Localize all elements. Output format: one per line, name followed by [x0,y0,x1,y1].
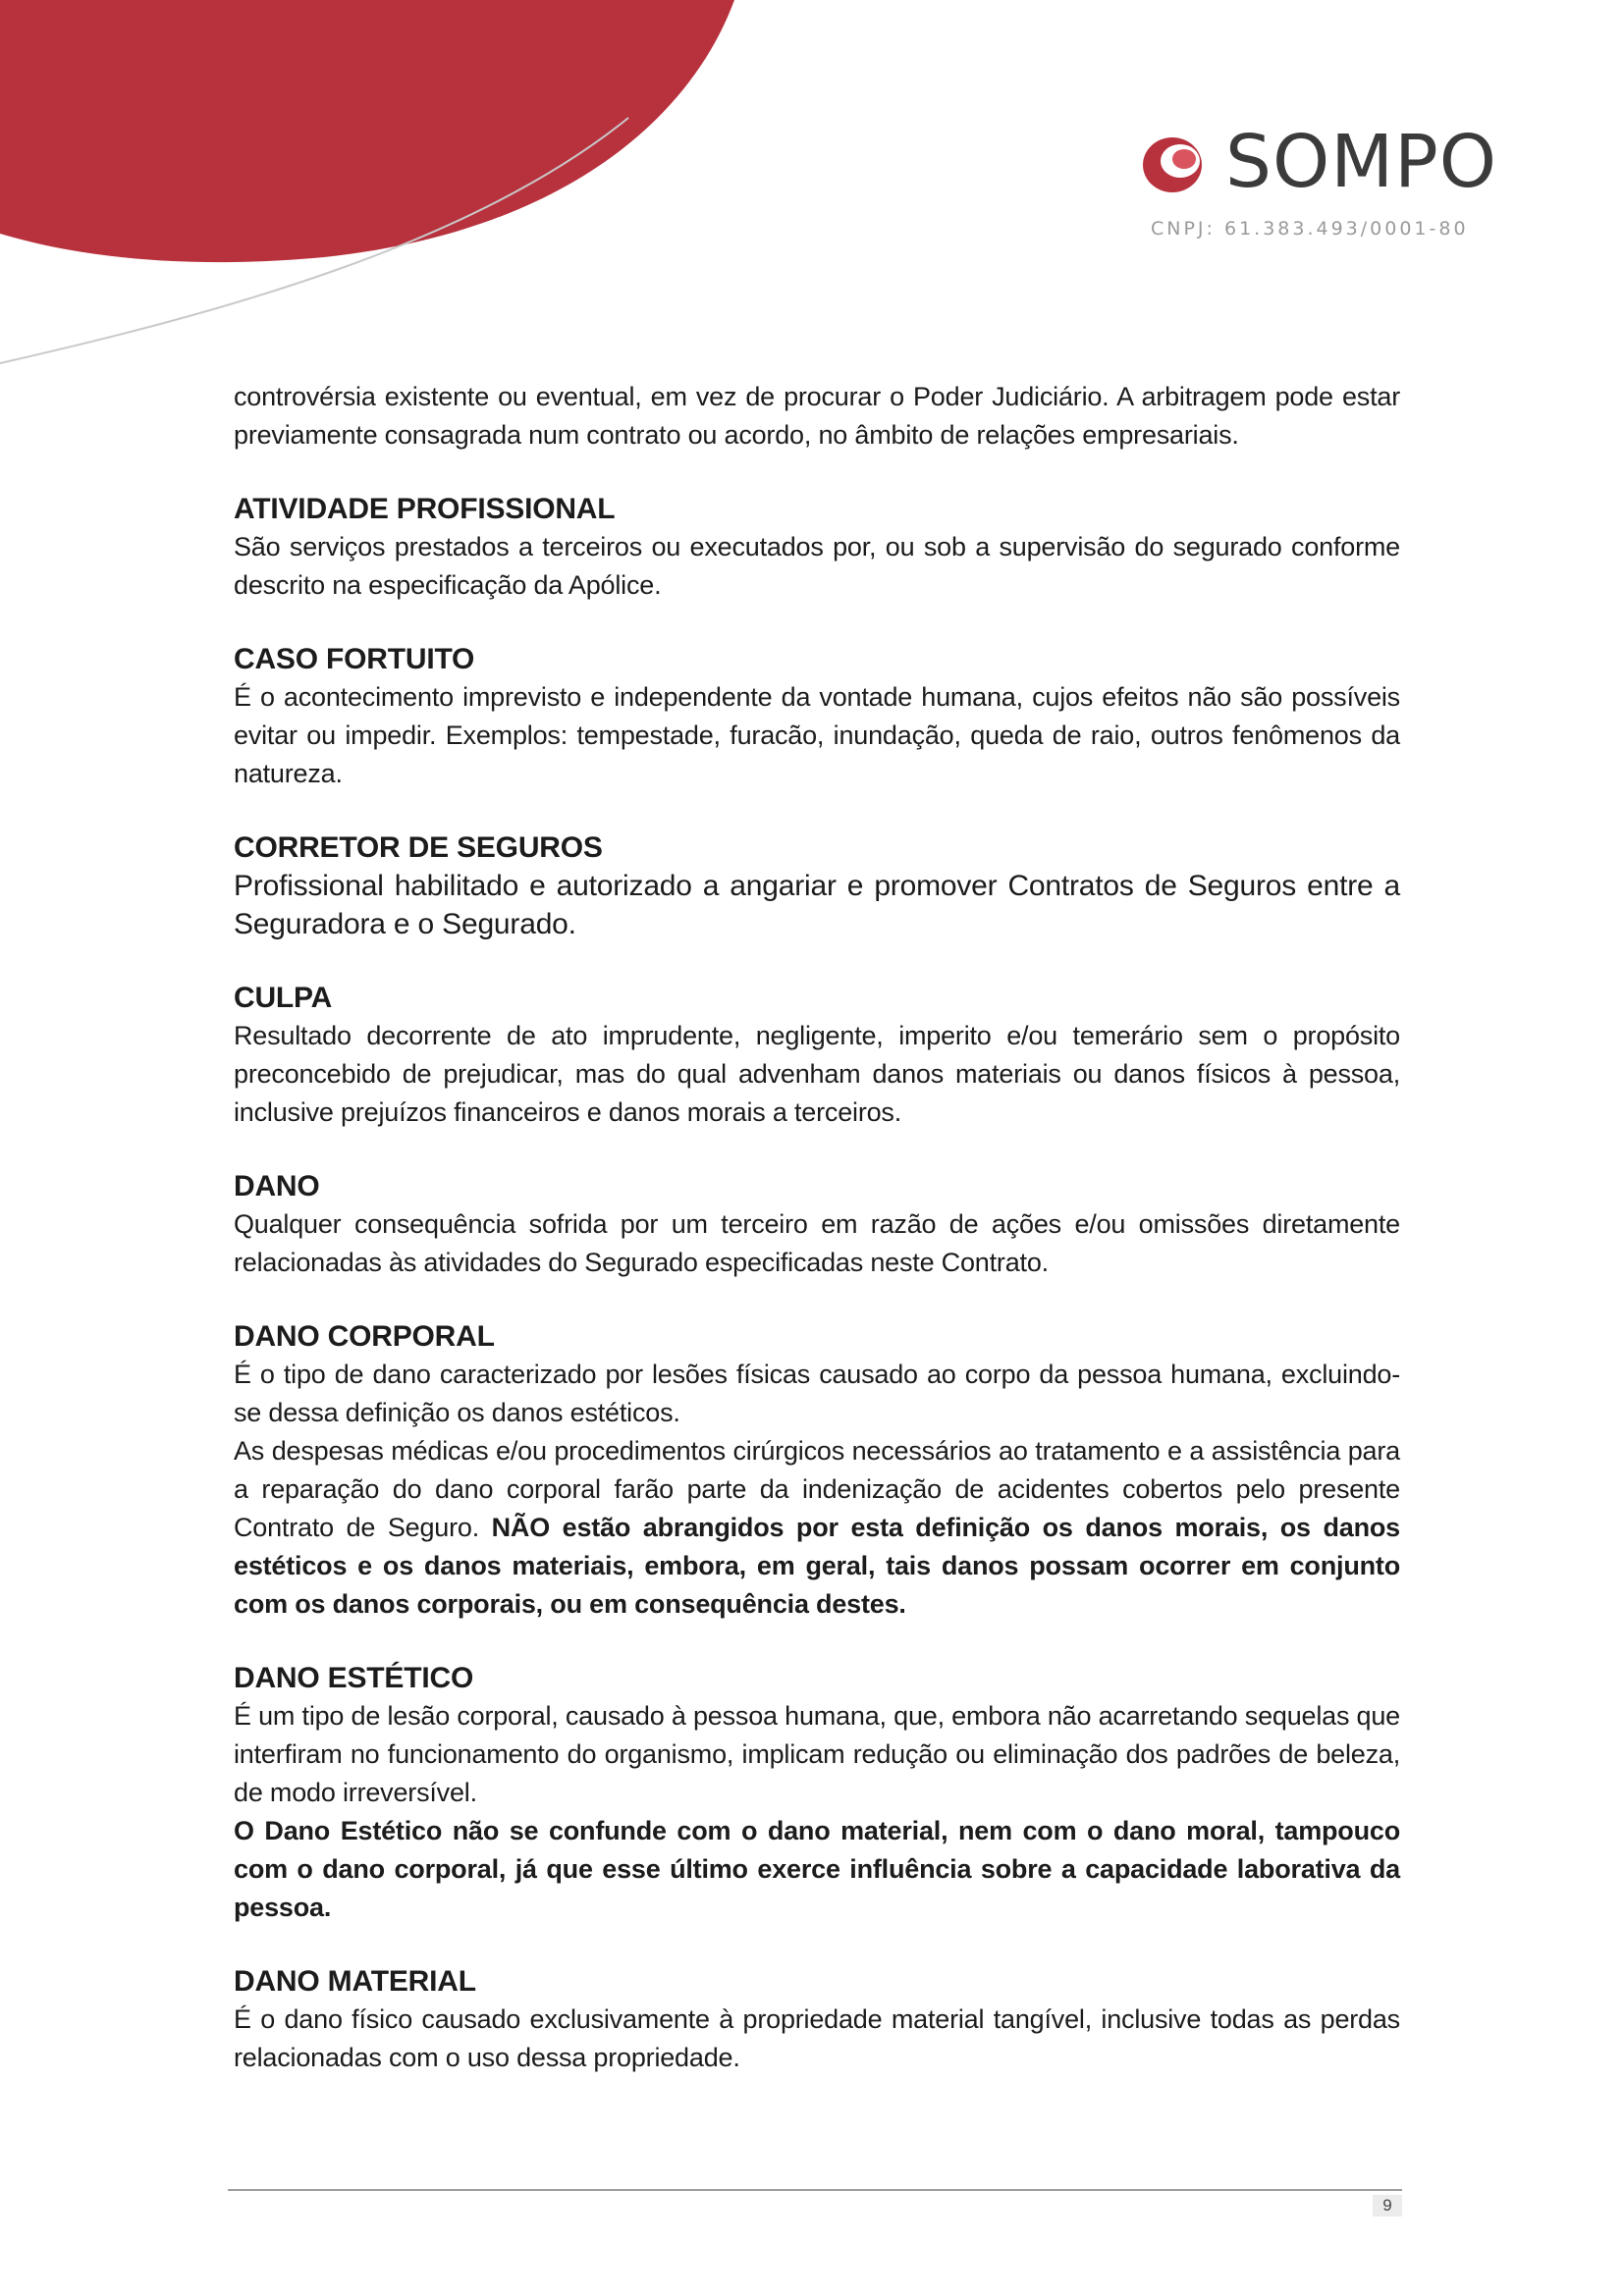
section-caso-fortuito [234,641,1400,793]
term-exclusion-note: O Dano Estético não se confunde com o dano material, nem com o dano moral, tampouco com o dano corporal, já que esse último exerce influência sobre a capacidade laborativa da pessoa. [234,1816,1400,1922]
term-title: CASO FORTUITO [234,643,475,675]
term-title: DANO ESTÉTICO [234,1662,474,1694]
document-body [234,378,1400,2077]
section-dano [234,1168,1400,1282]
term-title: DANO MATERIAL [234,1965,476,1998]
term-definition: Qualquer consequência sofrida por um terceiro em razão de ações e/ou omissões diretamente relacionadas às atividades do Segurado especificadas neste Contrato. [234,1209,1400,1277]
term-definition: Resultado decorrente de ato imprudente, negligente, imperito e/ou temerário sem o propósito preconcebido de prejudicar, mas do qual advenham danos materiais ou danos físicos à pessoa, inclusive prejuízos financeiros e danos morais a terceiros. [234,1021,1400,1127]
footer-divider [228,2189,1402,2191]
term-definition-continued [234,1432,1400,1624]
term-title: CULPA [234,982,333,1014]
section-culpa [234,980,1400,1132]
section-corretor-de-seguros [234,829,1400,943]
cnpj-number: CNPJ: 61.383.493/0001-80 [1151,218,1469,240]
term-definition: É um tipo de lesão corporal, causado à pessoa humana, que, embora não acarretando sequelas que interfiram no funcionamento do organismo, implicam redução ou eliminação dos padrões de beleza, de modo irreversível. [234,1701,1401,1807]
sompo-logo-icon [1139,128,1218,196]
brand-name: SOMPO [1225,120,1497,204]
term-title: CORRETOR DE SEGUROS [234,831,603,864]
intro-paragraph: controvérsia existente ou eventual, em vez de procurar o Poder Judiciário. A arbitragem pode estar previamente consagrada num contrato ou acordo, no âmbito de relações empresariais. [234,382,1400,450]
section-atividade-profissional [234,491,1400,605]
sompo-logo [1139,120,1512,243]
term-title: ATIVIDADE PROFISSIONAL [234,493,616,525]
section-dano-material [234,1963,1400,2077]
term-definition-text: As despesas médicas e/ou procedimentos cirúrgicos necessários ao tratamento e a assistência para a reparação do dano corporal farão parte da indenização de acidentes cobertos pelo presente Contrato de Seguro. [234,1436,1400,1542]
term-definition: São serviços prestados a terceiros ou executados por, ou sob a supervisão do segurado conforme descrito na especificação da Apólice. [234,532,1400,600]
term-definition: É o acontecimento imprevisto e independente da vontade humana, cujos efeitos não são possíveis evitar ou impedir. Exemplos: tempestade, furacão, inundação, queda de raio, outros fenômenos da natureza. [234,682,1400,788]
term-definition: É o dano físico causado exclusivamente à propriedade material tangível, inclusive todas as perdas relacionadas com o uso dessa propriedade. [234,2004,1400,2072]
term-definition: Profissional habilitado e autorizado a angariar e promover Contratos de Seguros entre a Seguradora e o Segurado. [234,870,1400,940]
section-dano-estetico [234,1660,1400,1927]
term-title: DANO CORPORAL [234,1320,495,1353]
section-dano-corporal [234,1318,1400,1624]
page-number: 9 [1373,2195,1402,2216]
term-title: DANO [234,1170,320,1202]
term-exclusion-note: NÃO estão abrangidos por esta definição os danos morais, os danos estéticos e os danos materiais, embora, em geral, tais danos possam ocorrer em conjunto com os danos corporais, ou em consequência destes. [234,1513,1400,1619]
term-definition: É o tipo de dano caracterizado por lesões físicas causado ao corpo da pessoa humana, excluindo-se dessa definição os danos estéticos. [234,1360,1400,1427]
